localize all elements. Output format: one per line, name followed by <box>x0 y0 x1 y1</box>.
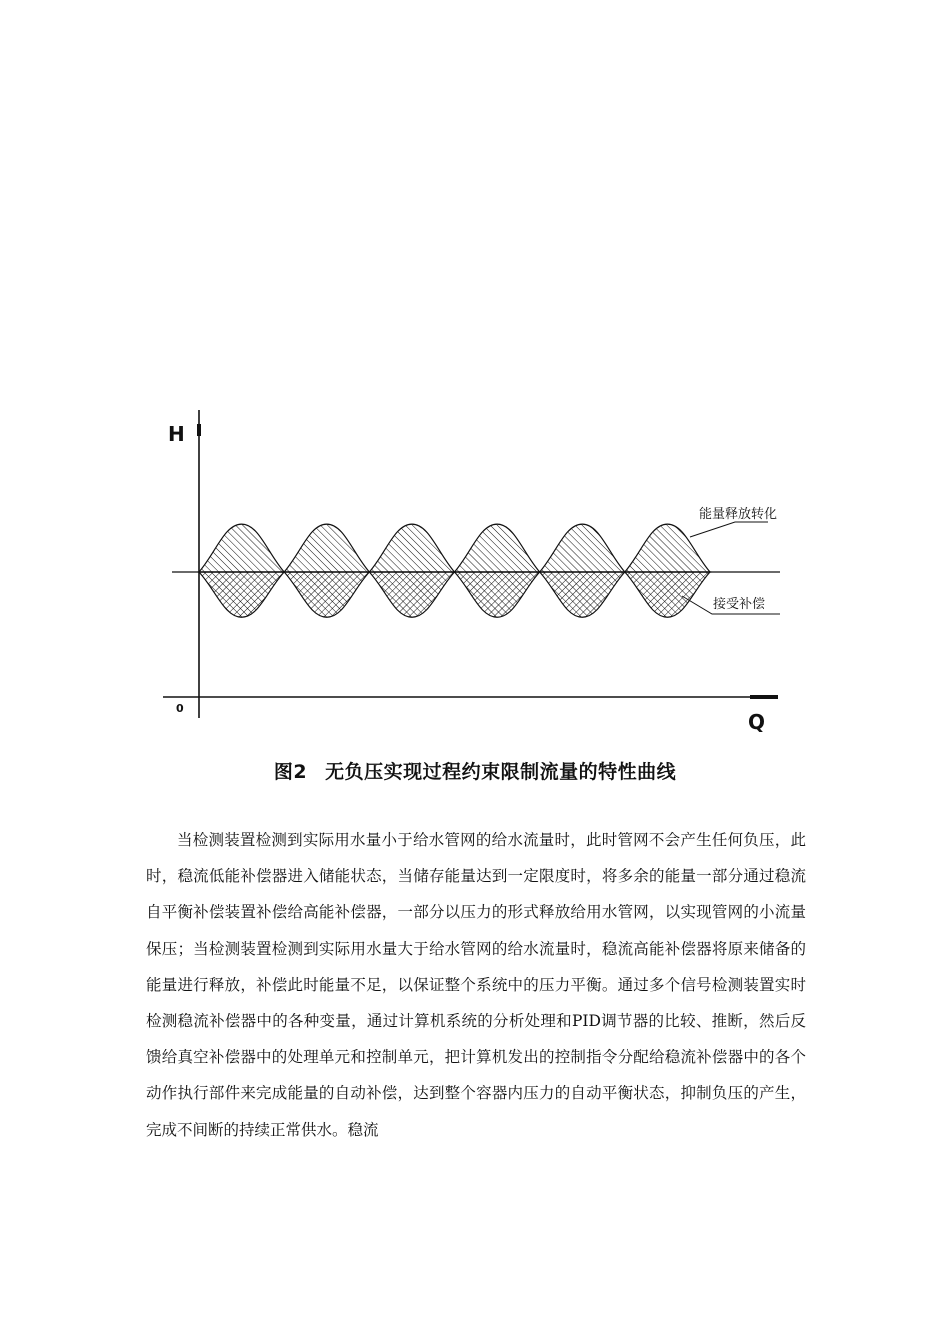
caption-title: 无负压实现过程约束限制流量的特性曲线 <box>325 761 677 783</box>
lobe-upper <box>455 524 540 572</box>
lobe-upper <box>369 524 454 572</box>
axis-y-label: H <box>168 422 185 446</box>
annotation-upper: 能量释放转化 <box>699 507 778 522</box>
figure-caption <box>0 757 950 784</box>
lobe-upper <box>540 524 625 572</box>
body-text <box>146 822 806 1148</box>
lobe-upper <box>625 524 710 572</box>
y-axis-arrow <box>197 424 201 436</box>
lobe-lower <box>625 572 710 617</box>
lobe-lower <box>199 572 284 617</box>
axis-x-label: Q <box>748 710 766 734</box>
annotation-lower: 接受补偿 <box>713 597 766 612</box>
origin-label: 0 <box>176 702 184 715</box>
lobes-group <box>199 524 710 617</box>
lobe-lower <box>540 572 625 617</box>
leader-line-upper <box>690 522 768 537</box>
lobe-upper <box>199 524 284 572</box>
lobe-lower <box>455 572 540 617</box>
lobe-lower <box>369 572 454 617</box>
paragraph: 当检测装置检测到实际用水量小于给水管网的给水流量时，此时管网不会产生任何负压，此时，稳流低能补偿器进入储能状态，当储存能量达到一定限度时，将多余的能量一部分通过稳流自平衡补偿装置补偿给高能补偿器，一部分以压力的形式释放给用水管网，以实现管网的小流量保压；当检测装置检测到实际用水量大于给水管网的给水流量时，稳流高能补偿器将原来储备的能量进行释放，补偿此时能量不足，以保证整个系统中的压力平衡。通过多个信号检测装置实时检测稳流补偿器中的各种变量，通过计算机系统的分析处理和PID调节器的比较、推断，然后反馈给真空补偿器中的处理单元和控制单元，把计算机发出的控制指令分配给稳流补偿器中的各个动作执行部件来完成能量的自动补偿，达到整个容器内压力的自动平衡状态，抑制负压的产生，完成不间断的持续正常供水。稳流 <box>146 831 806 1139</box>
lobe-upper <box>284 524 369 572</box>
caption-number: 图2 <box>273 761 308 783</box>
lobe-lower <box>284 572 369 617</box>
x-axis-arrow <box>750 695 778 699</box>
